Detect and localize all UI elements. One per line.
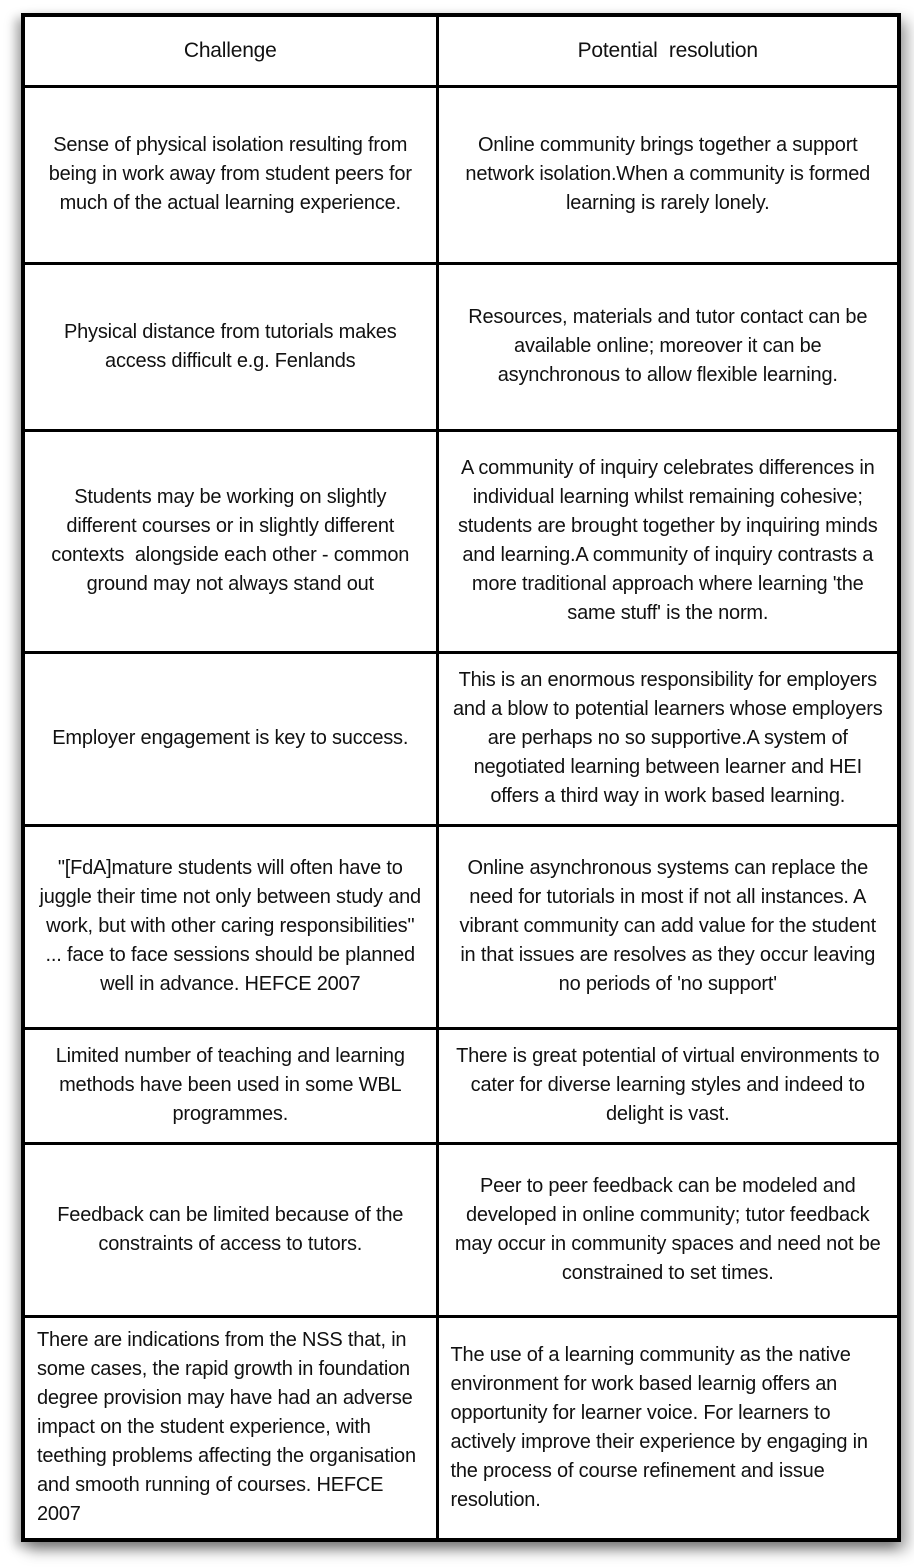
challenge-cell: Sense of physical isolation resulting from being in work away from student peers for much of the actual learning experience. <box>23 86 437 263</box>
challenge-cell: There are indications from the NSS that, in some cases, the rapid growth in foundation degree provision may have had an adverse impact on the student experience, with teething problems affecting the organisation and smooth running of courses. HEFCE 2007 <box>23 1316 437 1540</box>
resolution-column-header: Potential resolution <box>437 15 899 86</box>
challenge-cell: Feedback can be limited because of the constraints of access to tutors. <box>23 1143 437 1316</box>
resolution-cell: The use of a learning community as the native environment for work based learnig offers an opportunity for learner voice. For learners to actively improve their experience by engaging in the process of course refinement and issue resolution. <box>437 1316 899 1540</box>
table-row <box>23 430 899 652</box>
challenge-cell: "[FdA]mature students will often have to juggle their time not only between study and work, but with other caring responsibilities" ... face to face sessions should be planned well in advance. HEFCE 2007 <box>23 825 437 1028</box>
resolution-cell: A community of inquiry celebrates differences in individual learning whilst remaining cohesive; students are brought together by inquiring minds and learning.A community of inquiry contrasts a more traditional approach where learning 'the same stuff' is the norm. <box>437 430 899 652</box>
resolution-cell: There is great potential of virtual environments to cater for diverse learning styles and indeed to delight is vast. <box>437 1028 899 1143</box>
resolution-cell: This is an enormous responsibility for employers and a blow to potential learners whose employers are perhaps no so supportive.A system of negotiated learning between learner and HEI offers a third way in work based learning. <box>437 652 899 825</box>
challenge-cell: Employer engagement is key to success. <box>23 652 437 825</box>
table-row <box>23 263 899 430</box>
challenge-cell: Physical distance from tutorials makes access difficult e.g. Fenlands <box>23 263 437 430</box>
table-row <box>23 1143 899 1316</box>
resolution-cell: Online asynchronous systems can replace the need for tutorials in most if not all instances. A vibrant community can add value for the student in that issues are resolves as they occur leaving no periods of 'no support' <box>437 825 899 1028</box>
table-row <box>23 652 899 825</box>
resolution-cell: Online community brings together a support network isolation.When a community is formed learning is rarely lonely. <box>437 86 899 263</box>
resolution-cell: Resources, materials and tutor contact can be available online; moreover it can be asynchronous to allow flexible learning. <box>437 263 899 430</box>
header-row <box>23 15 899 86</box>
challenge-cell: Students may be working on slightly different courses or in slightly different contexts alongside each other - common ground may not always stand out <box>23 430 437 652</box>
challenge-column-header: Challenge <box>23 15 437 86</box>
table-row <box>23 825 899 1028</box>
table-row <box>23 1316 899 1540</box>
table-row <box>23 1028 899 1143</box>
challenge-cell: Limited number of teaching and learning methods have been used in some WBL programmes. <box>23 1028 437 1143</box>
table-header <box>23 15 899 86</box>
resolution-cell: Peer to peer feedback can be modeled and developed in online community; tutor feedback may occur in community spaces and need not be constrained to set times. <box>437 1143 899 1316</box>
table-row <box>23 86 899 263</box>
challenge-resolution-table <box>21 13 901 1542</box>
table-body <box>23 86 899 1540</box>
